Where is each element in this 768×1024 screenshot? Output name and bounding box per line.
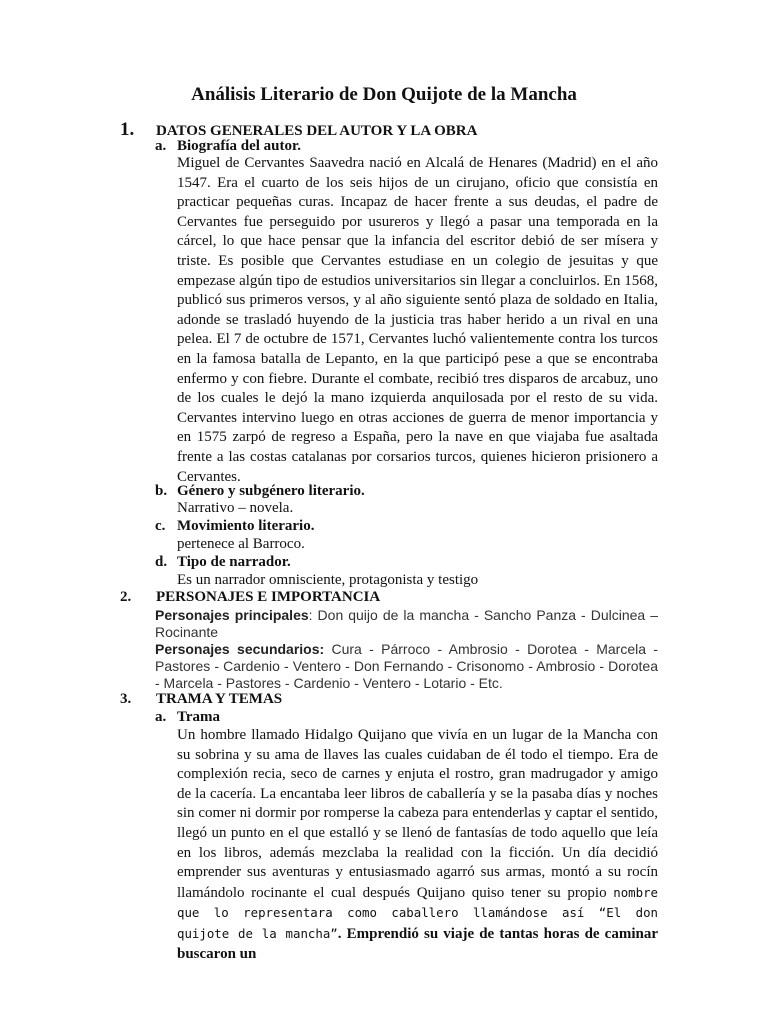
subsection-1c-title: Movimiento literario. <box>177 518 315 534</box>
section-3-title: TRAMA Y TEMAS <box>156 691 283 707</box>
section-2-number: 2. <box>120 589 132 605</box>
subsection-1c-letter: c. <box>155 518 166 534</box>
section-1-title: DATOS GENERALES DEL AUTOR Y LA OBRA <box>156 123 478 139</box>
subsection-1b-heading <box>155 483 365 500</box>
section-2-heading <box>120 589 380 606</box>
main-characters-label: Personajes principales <box>155 607 309 623</box>
main-characters-list: : Don quijo de la mancha - Sancho Panza - Dulcinea – Rocinante <box>155 607 658 640</box>
plot-text-typewriter: nombre que lo representara como caballero llamándose así “El don quijote de la mancha” <box>177 884 658 941</box>
subsection-1a-heading <box>155 138 301 155</box>
secondary-characters-label: Personajes secundarios: <box>155 641 325 657</box>
plot-text-start: Un hombre llamado Hidalgo Quijano que vivía en un lugar de la Mancha con su sobrina y su ama de llaves las cuales cuidaban de él todo el tiempo. Era de complexión recia, seco de carnes y enjuta el rostro, gran madrugador y amigo de la cacería. La encantaba leer libros de caballería y se la pasaba días y noches sin comer ni dormir por romperse la cabeza para entenderlas y captar el sentido, llegó un punto en el que estalló y se llenó de fantasías de todo aquello que leía en los libros, además mezclaba la realidad con la ficción. Un día decidió emprender sus aventuras y entusiasmado agarró sus armas, montó a su rocín llamándolo rocinante el cual después Quijano quiso tener su propio <box>177 727 658 901</box>
document-title: Análisis Literario de Don Quijote de la Mancha <box>191 84 577 105</box>
section-2-title: PERSONAJES E IMPORTANCIA <box>156 589 381 605</box>
narrator-text: Es un narrador omnisciente, protagonista y testigo <box>177 572 479 588</box>
subsection-1d-heading <box>155 554 291 571</box>
subsection-3a-title: Trama <box>177 709 221 725</box>
section-3-number: 3. <box>120 691 132 707</box>
secondary-characters-paragraph <box>155 641 658 692</box>
main-characters-paragraph <box>155 607 658 641</box>
subsection-1a-letter: a. <box>155 138 167 154</box>
subsection-3a-letter: a. <box>155 709 167 725</box>
secondary-characters-list: Cura - Párroco - Ambrosio - Dorotea - Marcela - Pastores - Cardenio - Ventero - Don Fernando - Crisonomo - Ambrosio - Dorotea - Marcela - Pastores - Cardenio - Ventero - Lotario - Etc. <box>155 641 658 691</box>
subsection-1d-title: Tipo de narrador. <box>177 554 291 570</box>
subsection-1b-letter: b. <box>155 483 168 499</box>
subsection-1d-letter: d. <box>155 554 168 570</box>
author-biography-paragraph: Miguel de Cervantes Saavedra nació en Alcalá de Henares (Madrid) en el año 1547. Era el cuarto de los seis hijos de un cirujano, oficio que consistía en practicar pequeñas curas. Incapaz de hacer frente a sus deudas, el padre de Cervantes fue perseguido por usureros y llegó a pasar una temporada en la cárcel, lo que hace pensar que la infancia del escritor debió de ser mísera y triste. Es posible que Cervantes estudiase en un colegio de jesuitas y que empezase algún tipo de estudios universitarios sin llegar a concluirlos. En 1568, publicó sus primeros versos, y al año siguiente sentó plaza de soldado en Italia, adonde se trasladó huyendo de la justicia tras haber herido a un rival en una pelea. El 7 de octubre de 1571, Cervantes luchó valientemente contra los turcos en la famosa batalla de Lepanto, en la que participó pese a que se encontraba enfermo y con fiebre. Durante el combate, recibió tres disparos de arcabuz, uno de los cuales le dejó la mano izquierda anquilosada por el resto de su vida. Cervantes intervino luego en otras acciones de guerra de menor importancia y en 1575 zarpó de regreso a España, pero la nave en que viajaba fue asaltada frente a las costas catalanas por corsarios turcos, quienes hicieron prisionero a Cervantes. <box>177 155 658 485</box>
subsection-3a-heading <box>155 709 220 726</box>
movement-text: pertenece al Barroco. <box>177 536 305 552</box>
section-1-number: 1. <box>120 119 135 140</box>
section-3-heading <box>120 691 282 708</box>
subsection-1a-title: Biografía del autor. <box>177 138 302 154</box>
subsection-1c-heading <box>155 518 314 535</box>
plot-text-end: . Emprendió su viaje de tantas horas de caminar buscaron un <box>177 925 659 962</box>
genre-text: Narrativo – novela. <box>177 500 294 516</box>
plot-paragraph <box>177 726 658 964</box>
subsection-1b-title: Género y subgénero literario. <box>177 483 365 499</box>
